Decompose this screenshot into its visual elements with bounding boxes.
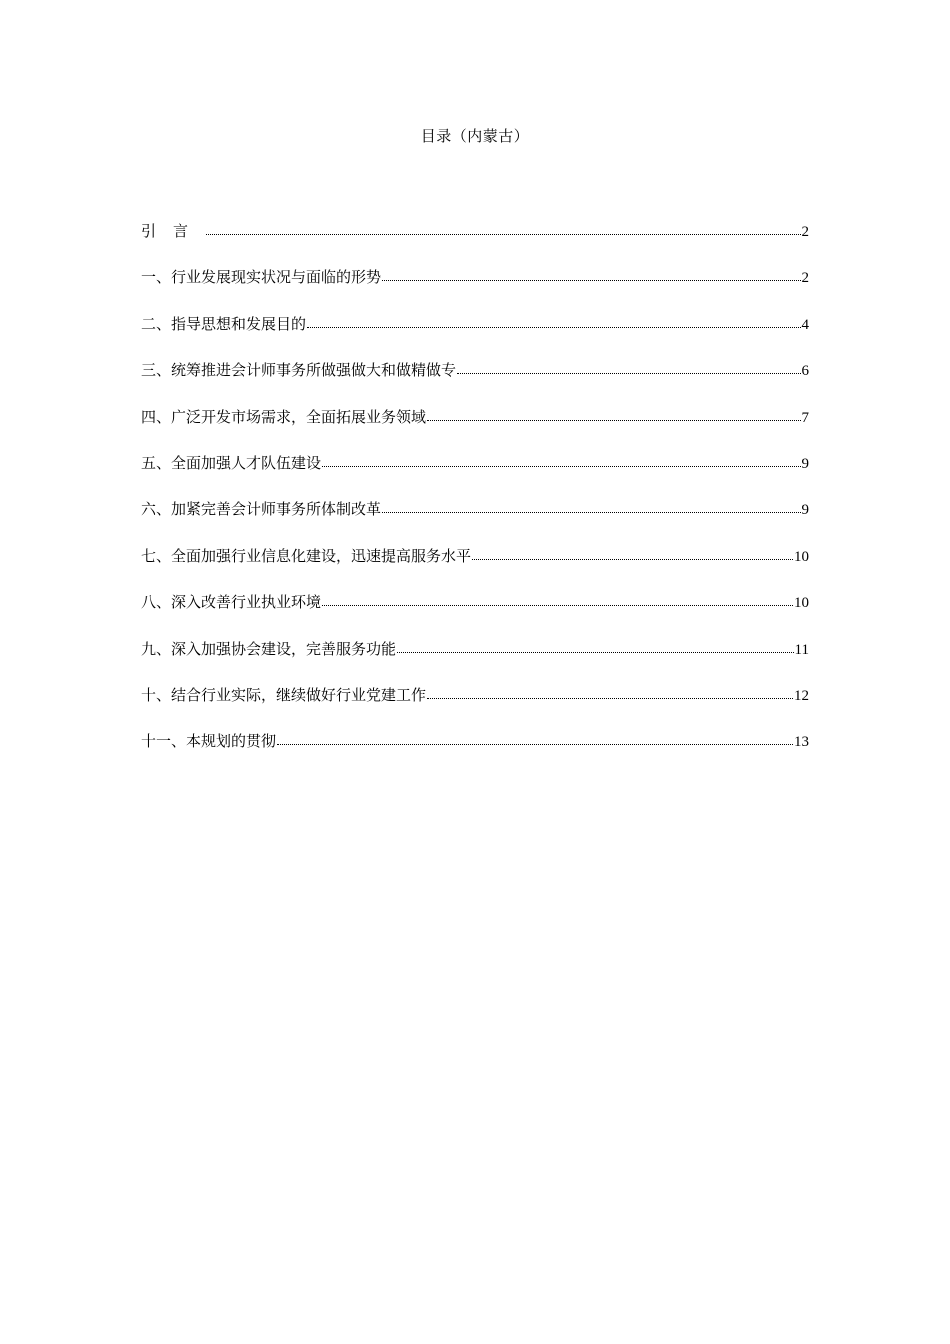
toc-entry-2[interactable]	[141, 313, 809, 359]
toc-entry-label: 七、全面加强行业信息化建设，迅速提高服务水平	[141, 546, 472, 565]
page-title: 目录（内蒙古）	[420, 127, 530, 145]
dot-leader	[277, 741, 793, 745]
toc-entry-label: 六、加紧完善会计师事务所体制改革	[141, 500, 382, 519]
toc-entry-label: 九、深入加强协会建设，完善服务功能	[141, 639, 397, 658]
toc-page-number: 9	[801, 502, 809, 519]
toc-page-number: 12	[794, 687, 809, 704]
dot-leader	[457, 370, 800, 374]
dot-leader	[322, 602, 793, 606]
toc-entry-6[interactable]	[141, 498, 809, 544]
dot-leader	[206, 231, 800, 235]
table-of-contents	[141, 220, 809, 777]
toc-entry-10[interactable]	[141, 684, 809, 730]
toc-page-number: 4	[801, 316, 809, 333]
toc-page-number: 6	[801, 363, 809, 380]
toc-entry-label: 五、全面加强人才队伍建设	[141, 453, 322, 472]
toc-entry-label: 三、统筹推进会计师事务所做强做大和做精做专	[141, 361, 457, 380]
toc-entry-intro[interactable]	[141, 220, 809, 266]
toc-page-number: 2	[801, 270, 809, 287]
toc-page-number: 2	[801, 224, 809, 240]
toc-entry-label: 引言	[141, 222, 206, 240]
toc-entry-9[interactable]	[141, 638, 809, 684]
dot-leader	[397, 649, 794, 653]
toc-page-number: 9	[801, 455, 809, 472]
toc-page-number: 10	[794, 595, 809, 612]
dot-leader	[427, 695, 793, 699]
toc-entry-label: 二、指导思想和发展目的	[141, 314, 307, 333]
dot-leader	[322, 463, 800, 467]
toc-page-number: 13	[794, 734, 809, 751]
dot-leader	[307, 324, 800, 328]
dot-leader	[382, 277, 800, 281]
toc-entry-label: 十一、本规划的贯彻	[141, 732, 277, 751]
toc-entry-11[interactable]	[141, 730, 809, 776]
toc-entry-7[interactable]	[141, 545, 809, 591]
toc-entry-label: 四、广泛开发市场需求，全面拓展业务领域	[141, 407, 427, 426]
toc-page-number: 11	[794, 641, 809, 658]
toc-entry-3[interactable]	[141, 359, 809, 405]
dot-leader	[427, 417, 800, 421]
toc-entry-label: 八、深入改善行业执业环境	[141, 593, 322, 612]
toc-entry-label: 十、结合行业实际，继续做好行业党建工作	[141, 685, 427, 704]
dot-leader	[382, 509, 800, 513]
toc-page-number: 7	[801, 409, 809, 426]
toc-entry-4[interactable]	[141, 406, 809, 452]
toc-entry-label: 一、行业发展现实状况与面临的形势	[141, 268, 382, 287]
toc-entry-5[interactable]	[141, 452, 809, 498]
toc-page-number: 10	[794, 548, 809, 565]
toc-entry-8[interactable]	[141, 591, 809, 637]
dot-leader	[472, 556, 793, 560]
toc-entry-1[interactable]	[141, 266, 809, 312]
